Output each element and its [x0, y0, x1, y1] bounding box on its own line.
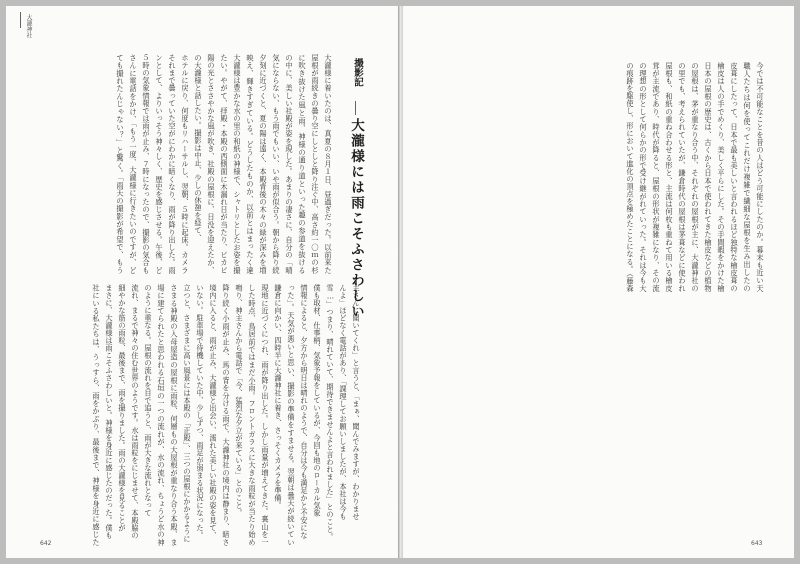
running-header: 大瀧神社 [25, 14, 32, 38]
upper-column: たい。やがて、拝殿・本殿の西側面に木漏れ日が当たり、ピカピ [220, 54, 229, 274]
lower-column: いない。駐車場で待機していた中、少しずつ、雨足が弱まる状況になった。 [196, 284, 205, 539]
lower-column: 主さんに聞いてくれ」と言うと、「まぁ、聞んでみますが、わかりませ [352, 284, 361, 521]
upper-column: それまで曇っていた空がにわかに暗くなり、雨が降り出した。雨 [168, 54, 177, 274]
upper-column: ホテルに戻り、何度もリハーサルし、翌朝、５時に起床。カメラ [181, 54, 190, 274]
lower-column: った」。天気が悪いと思い、撮影の準備をすませる。翌朝は曇天が続いてい [287, 284, 296, 546]
lower-column: 立つと、さまざまに高い風景には本殿の「正殿」、三つの屋根にかかるように [183, 284, 192, 543]
upper-column: 気にならない、もう雨でもいい、いや雨が似合う。朝から降り続 [272, 54, 281, 274]
left-page [6, 6, 398, 558]
right-column: 職人たちは何を使ってこれだけ複雑で繊細な屋根を生み出したの [743, 62, 752, 292]
title-dash [355, 101, 356, 115]
lower-column: 情報によると、夕方から明日は晴れのようで、自分は今も満足かと不安にな [300, 284, 309, 539]
lower-column: まさに、大瀧様は雨こそふさわしいと。神様を身近に感じたのだった。僕も [105, 284, 114, 539]
lower-column: のように重なる。屋根の流れを目で追うと、雨が大きな流れとなって [144, 284, 153, 517]
section-label: 撮影記 [352, 58, 363, 87]
lower-column: した時点、鳥居前ではまだ小雨。フロントガラスに大きな雨粒が当たり始め [248, 284, 257, 546]
lower-column: 雪…」つまり、晴れていて、期待できませんよと言われました」とのこと。 [326, 284, 335, 541]
upper-column: 陽の光とささやかな風が吹き、社殿の屋根に、日没を迎えたか、 [207, 54, 216, 274]
upper-column: に吹き抜けた風と雨、神様の通り道といった趣の参道を抜ける [298, 54, 307, 274]
lower-column: さまる神殿の入母屋造の屋根に雨粒、何層もの大屋根が重なり合う本殿、ま [170, 284, 179, 546]
page-number-right: 643 [751, 540, 763, 547]
right-column: 日本の屋根の歴史は、古くから日本で使われてきた檜皮などの植物 [704, 62, 713, 292]
right-column: の屋根は、茅が重なり合う中、それぞれの屋根が主に、大瀧神社の [691, 62, 700, 292]
lower-column: 社にいる私たちは、うっすら、雨をかぶり、最後まで、神様を身近に感じた [92, 284, 101, 546]
upper-column: さんに電話をかけ、「もう一度、大瀧様に行きたいのですが、ど [129, 54, 138, 274]
right-column: 屋根も、和紙の重ね合わせる形と、主流は何枚も重ねて用いる檜皮 [665, 62, 674, 292]
lower-column: 降り続く小雨が止み、馬の背を分ける雨で、大瀧神社の境内は静まり、暗さ [222, 284, 231, 546]
lower-column: 鎌倉に向かい、四時半に大瀧神社に着き、さっそくカメラを準備。 [274, 284, 283, 509]
upper-column: 屋根が雨続きの曇り空にしとしと降り注ぐ中、高さ約一〇ｍの杉 [311, 54, 320, 274]
upper-column: ても撮れたんじゃない？」と驚く。「雨天の撮影が希望で、もう [116, 54, 125, 274]
right-column: の里でも、考えられていたが、鎌倉時代の屋根は茅葺などに使われ [678, 62, 687, 292]
upper-column: の中に、美しい社殿が姿を現した。あまりの凄さに、自分の「晴 [285, 54, 294, 274]
lower-column: 境内に入ると、雨が止み、大瀧様と出会い、濡れた美しい社殿の姿を見て、 [209, 284, 218, 539]
upper-column: ５時の気象情報では雨が止み、７時になったので、撮影の気合も [142, 54, 151, 274]
right-column: 檜皮は人の手でめくり、美しく平らにした。その手間暇をかけた檜 [717, 62, 726, 292]
right-column: の痕跡を駆使し、形において進化の頂点を極めたことになる。（藤森 [626, 62, 635, 292]
lower-column: 現地に近づくにつれ、雨が降り出した。しかし雨量が増えてきた。裏山を一 [261, 284, 270, 546]
upper-column: 大瀧様に着いたのは、真夏の８月１日、昼過ぎだった。以前来た [324, 54, 333, 274]
upper-column: 大瀧様は豊かな水の里の和紙の神様で、シャトリとしたお姿を撮 [233, 54, 242, 274]
upper-column: 映え、輝きすぎている。どうしたものか、以前とはまったく違 [246, 54, 255, 274]
right-column: 今では不可能なことを昔の人はどう可能にしたのか。幕末も近い天 [756, 62, 765, 292]
right-column: 茸が主流であり、時代が降ると、屋根の形状が複雑になり、その流 [652, 62, 661, 292]
upper-column: の大瀧様と話したい。撮影は中止、少しの休憩を経て、 [194, 54, 203, 242]
upper-column: ンとして、よりいっそう神々しく、歴史を感じさせる。午後、ど [155, 54, 164, 274]
right-page [403, 6, 794, 558]
lower-column: んよ」ほどなく電話があり、「課理してお願いしましたが、本社は今も [339, 284, 348, 521]
upper-column: 夕刻に近づくと、夏の陽は遠く、本殿背後の木々の緑が深みを増 [259, 54, 268, 274]
lower-column: 細やかな筋の雨粒、最後まで、雨を撮りました。雨の大瀧様を見ることが [118, 284, 127, 532]
lower-column: 場に建てられたと思われる石垣の一つの流れが、水の流れ、ちょうど水の神 [157, 284, 166, 546]
right-column: 皮葺にしたって、日本で最も美しいと言われるほど独特な檜皮葺の [730, 62, 739, 292]
article-title: 大瀧様には雨こそふさわしい [348, 118, 364, 320]
lower-column: 流れ、まるで神々の住む世界のようです。水は雨粒をにじませて、本殿脇の [131, 284, 140, 539]
header-rule [20, 12, 21, 28]
lower-column: 鳴り、神主さんから電話で「今、猛烈な夕立が来ている」とのこと。 [235, 284, 244, 517]
lower-column: 僕も取材、仕事柄、気象予報をしているが、今回も地のローカル気象 [313, 284, 322, 517]
page-number-left: 642 [40, 540, 52, 547]
right-column: の理想の形として何らかの形で受け継がれていった。それは今も大 [639, 62, 648, 292]
